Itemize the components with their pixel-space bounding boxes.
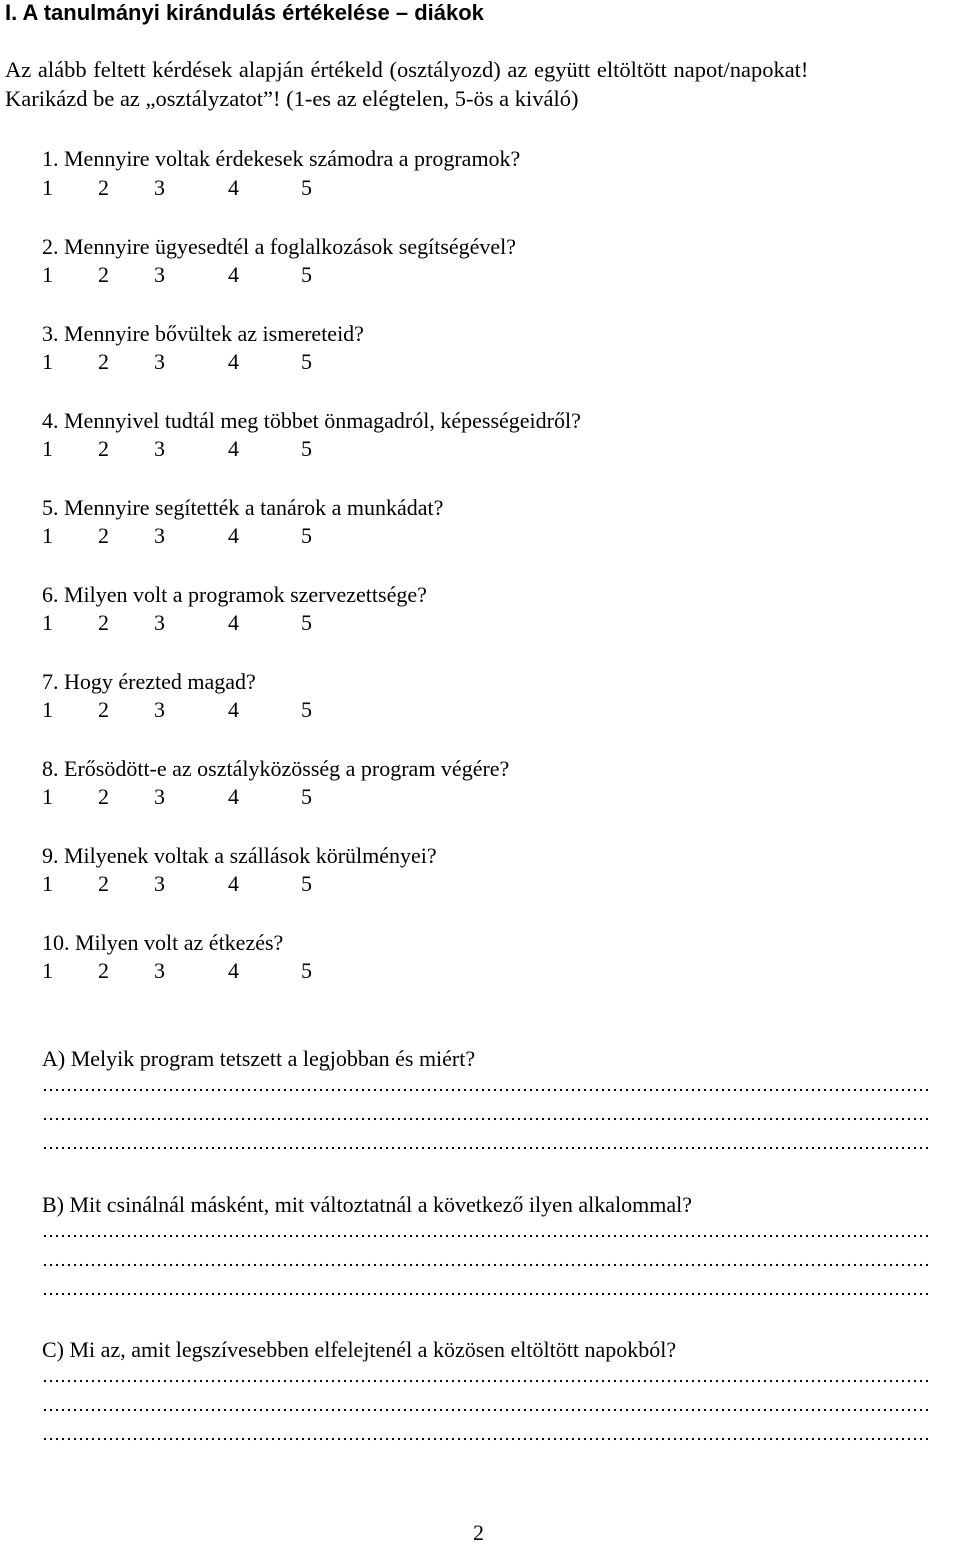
rating-option-1[interactable]: 1 — [42, 175, 53, 200]
rating-option-3[interactable]: 3 — [154, 175, 165, 200]
rating-option-3[interactable]: 3 — [154, 697, 165, 722]
rating-option-5[interactable]: 5 — [301, 958, 312, 983]
rating-option-2[interactable]: 2 — [98, 349, 109, 374]
rating-option-1[interactable]: 1 — [42, 349, 53, 374]
answer-line-c-1[interactable] — [42, 1378, 931, 1384]
rating-option-1[interactable]: 1 — [42, 697, 53, 722]
question-1: 1. Mennyire voltak érdekesek számodra a programok? — [42, 146, 521, 171]
rating-option-5[interactable]: 5 — [301, 262, 312, 287]
question-4: 4. Mennyivel tudtál meg többet önmagadról, képességeidről? — [42, 408, 581, 433]
instructions-line-2: Karikázd be az „osztályzatot”! (1-es az elégtelen, 5-ös a kiváló) — [5, 86, 579, 111]
answer-line-a-3[interactable] — [42, 1145, 931, 1151]
question-9: 9. Milyenek voltak a szállások körülményei? — [42, 843, 437, 868]
rating-option-5[interactable]: 5 — [301, 436, 312, 461]
rating-option-2[interactable]: 2 — [98, 436, 109, 461]
rating-option-4[interactable]: 4 — [228, 784, 239, 809]
rating-option-4[interactable]: 4 — [228, 697, 239, 722]
rating-option-2[interactable]: 2 — [98, 610, 109, 635]
question-7: 7. Hogy érezted magad? — [42, 669, 256, 694]
rating-scale-6 — [42, 612, 342, 636]
rating-option-3[interactable]: 3 — [154, 436, 165, 461]
open-question-c: C) Mi az, amit legszívesebben elfelejtenél a közösen eltöltött napokból? — [42, 1337, 677, 1362]
rating-option-3[interactable]: 3 — [154, 958, 165, 983]
page-number: 2 — [473, 1520, 484, 1545]
rating-scale-4 — [42, 438, 342, 462]
rating-option-1[interactable]: 1 — [42, 262, 53, 287]
rating-option-2[interactable]: 2 — [98, 523, 109, 548]
rating-option-3[interactable]: 3 — [154, 523, 165, 548]
rating-option-4[interactable]: 4 — [228, 958, 239, 983]
rating-option-1[interactable]: 1 — [42, 958, 53, 983]
rating-option-5[interactable]: 5 — [301, 349, 312, 374]
rating-option-4[interactable]: 4 — [228, 523, 239, 548]
answer-line-c-2[interactable] — [42, 1407, 931, 1413]
rating-scale-2 — [42, 264, 342, 288]
rating-option-5[interactable]: 5 — [301, 610, 312, 635]
open-question-b: B) Mit csinálnál másként, mit változtatnál a következő ilyen alkalommal? — [42, 1192, 693, 1217]
answer-line-b-2[interactable] — [42, 1262, 931, 1268]
question-6: 6. Milyen volt a programok szervezettsége? — [42, 582, 427, 607]
rating-option-2[interactable]: 2 — [98, 262, 109, 287]
rating-option-4[interactable]: 4 — [228, 871, 239, 896]
rating-scale-9 — [42, 873, 342, 897]
rating-option-1[interactable]: 1 — [42, 436, 53, 461]
rating-scale-3 — [42, 351, 342, 375]
rating-option-1[interactable]: 1 — [42, 871, 53, 896]
rating-option-1[interactable]: 1 — [42, 610, 53, 635]
question-8: 8. Erősödött-e az osztályközösség a program végére? — [42, 756, 510, 781]
question-5: 5. Mennyire segítették a tanárok a munkádat? — [42, 495, 444, 520]
rating-option-4[interactable]: 4 — [228, 262, 239, 287]
rating-option-1[interactable]: 1 — [42, 784, 53, 809]
rating-scale-10 — [42, 960, 342, 984]
question-3: 3. Mennyire bővültek az ismereteid? — [42, 321, 364, 346]
rating-option-5[interactable]: 5 — [301, 523, 312, 548]
answer-line-a-1[interactable] — [42, 1087, 931, 1093]
rating-option-5[interactable]: 5 — [301, 871, 312, 896]
rating-option-1[interactable]: 1 — [42, 523, 53, 548]
rating-option-4[interactable]: 4 — [228, 436, 239, 461]
rating-option-3[interactable]: 3 — [154, 262, 165, 287]
rating-option-4[interactable]: 4 — [228, 610, 239, 635]
page-title: I. A tanulmányi kirándulás értékelése – diákok — [5, 0, 484, 25]
answer-line-b-1[interactable] — [42, 1233, 931, 1239]
answer-line-b-3[interactable] — [42, 1291, 931, 1297]
rating-option-3[interactable]: 3 — [154, 610, 165, 635]
question-2: 2. Mennyire ügyesedtél a foglalkozások segítségével? — [42, 234, 517, 259]
rating-option-2[interactable]: 2 — [98, 175, 109, 200]
rating-option-4[interactable]: 4 — [228, 349, 239, 374]
rating-option-5[interactable]: 5 — [301, 697, 312, 722]
answer-line-a-2[interactable] — [42, 1116, 931, 1122]
rating-option-2[interactable]: 2 — [98, 958, 109, 983]
rating-option-2[interactable]: 2 — [98, 697, 109, 722]
rating-option-2[interactable]: 2 — [98, 871, 109, 896]
rating-option-2[interactable]: 2 — [98, 784, 109, 809]
rating-option-3[interactable]: 3 — [154, 871, 165, 896]
rating-option-5[interactable]: 5 — [301, 784, 312, 809]
rating-option-3[interactable]: 3 — [154, 784, 165, 809]
rating-scale-1 — [42, 177, 342, 201]
rating-scale-8 — [42, 786, 342, 810]
rating-scale-7 — [42, 699, 342, 723]
rating-option-4[interactable]: 4 — [228, 175, 239, 200]
rating-option-5[interactable]: 5 — [301, 175, 312, 200]
instructions-line-1: Az alább feltett kérdések alapján értékeld (osztályozd) az együtt eltöltött napot/napokat! — [5, 57, 809, 82]
rating-option-3[interactable]: 3 — [154, 349, 165, 374]
open-question-a: A) Melyik program tetszett a legjobban és miért? — [42, 1046, 476, 1071]
rating-scale-5 — [42, 525, 342, 549]
question-10: 10. Milyen volt az étkezés? — [42, 930, 284, 955]
answer-line-c-3[interactable] — [42, 1436, 931, 1442]
